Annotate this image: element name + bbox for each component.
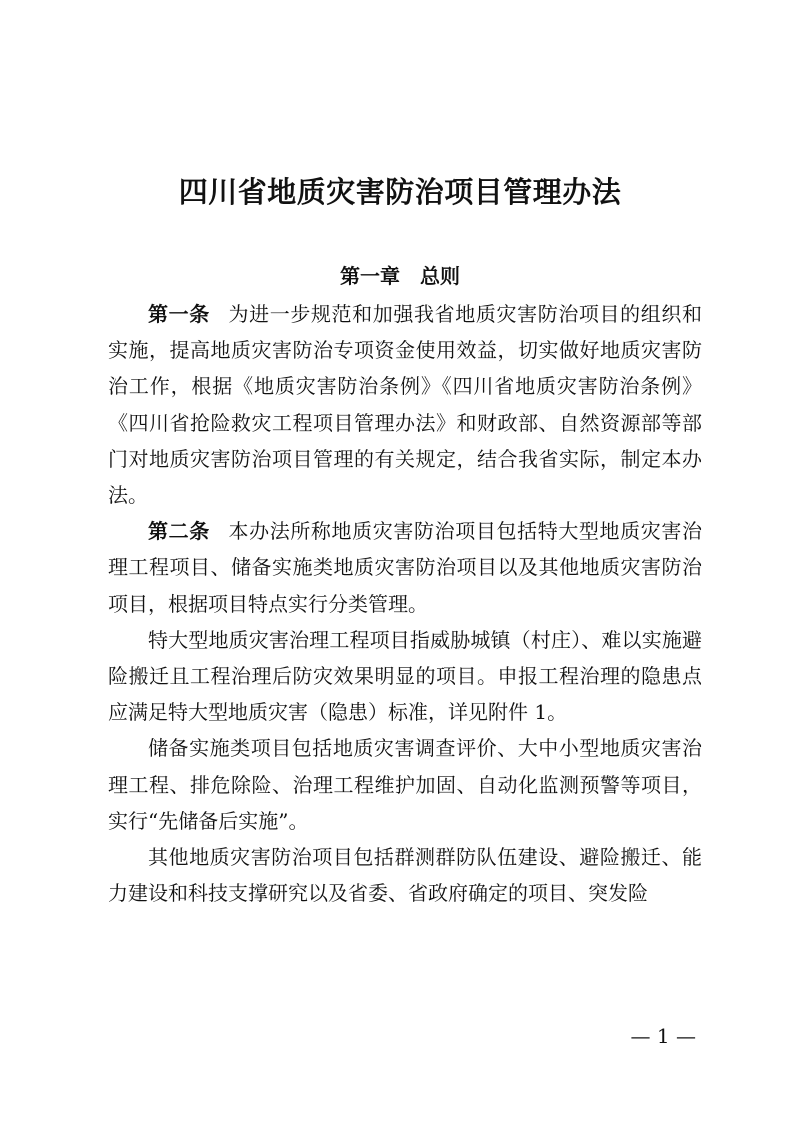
- paragraph-text: 特大型地质灾害治理工程项目指威胁城镇（村庄）、难以实施避险搬迁且工程治理后防灾效果明显的项目。申报工程治理的隐患点应满足特大型地质灾害（隐患）标准，详见附件 1。: [108, 627, 702, 725]
- page-number: — 1 —: [630, 1024, 696, 1048]
- article-1-paragraph: [108, 296, 702, 513]
- document-title: 四川省地质灾害防治项目管理办法: [178, 175, 622, 209]
- chapter-heading: 第一章 总则: [340, 264, 460, 288]
- paragraph-text: 其他地质灾害防治项目包括群测群防队伍建设、避险搬迁、能力建设和科技支撑研究以及省委、省政府确定的项目、突发险: [108, 845, 702, 906]
- article-label: 第一条: [148, 302, 210, 326]
- paragraph-special-projects: [108, 622, 702, 731]
- article-2-paragraph: [108, 513, 702, 622]
- paragraph-other-projects: [108, 839, 702, 911]
- paragraph-reserve-projects: [108, 730, 702, 839]
- paragraph-text: 储备实施类项目包括地质灾害调查评价、大中小型地质灾害治理工程、排危除险、治理工程维护加固、自动化监测预警等项目，实行“先储备后实施”。: [108, 736, 702, 833]
- document-body: [108, 296, 702, 911]
- article-label: 第二条: [148, 519, 210, 544]
- article-text: 本办法所称地质灾害防治项目包括特大型地质灾害治理工程项目、储备实施类地质灾害防治项目以及其他地质灾害防治项目，根据项目特点实行分类管理。: [108, 519, 703, 616]
- article-text: 为进一步规范和加强我省地质灾害防治项目的组织和实施，提高地质灾害防治专项资金使用效益，切实做好地质灾害防治工作，根据《地质灾害防治条例》《四川省地质灾害防治条例》《四川省抢险救灾工程项目管理办法》和财政部、自然资源部等部门对地质灾害防治项目管理的有关规定，结合我省实际，制定本办法。: [108, 302, 703, 508]
